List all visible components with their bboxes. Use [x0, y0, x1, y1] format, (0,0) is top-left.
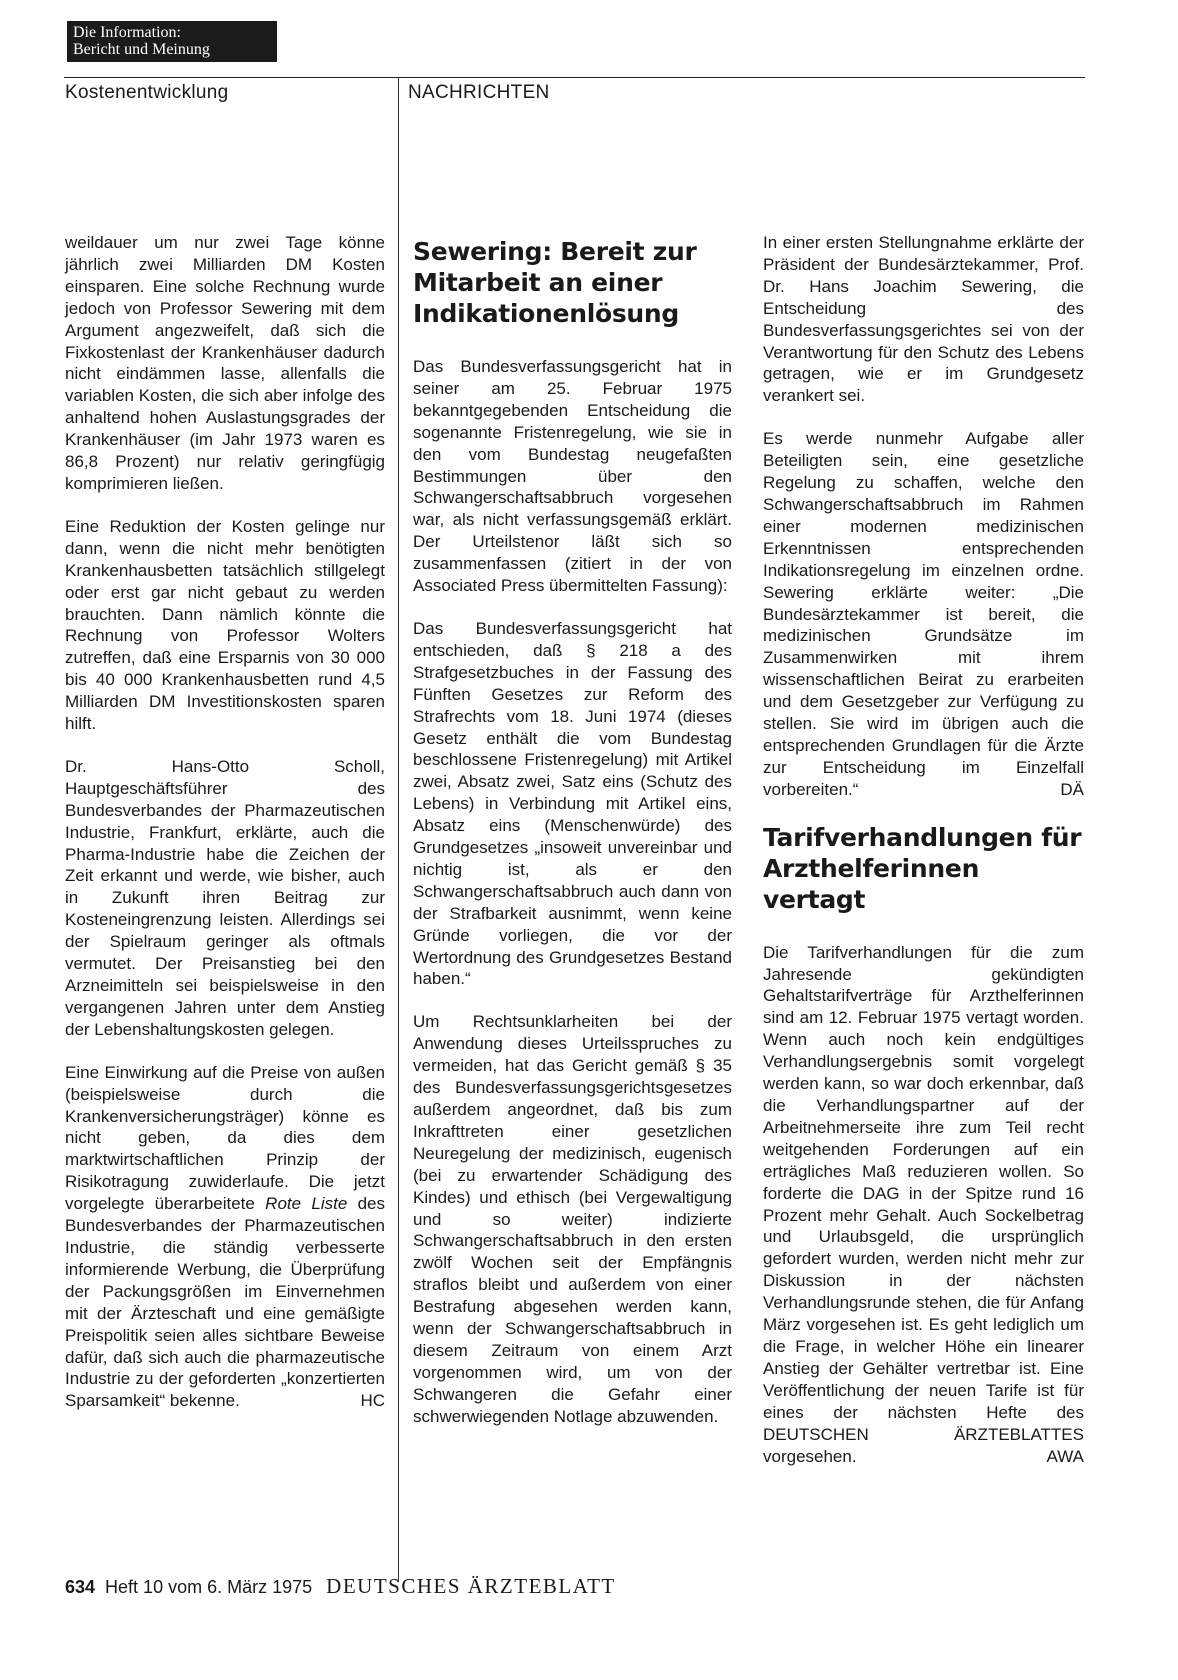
col1-paragraph-1: weildauer um nur zwei Tage könne jährlich zwei Milliarden DM Kosten einsparen. Eine solche Rechnung wurde jedoch von Professor Sewering mit dem Argument angezweifelt, daß sich die Fixkostenlast der Krankenhäuser dadurch nicht eindämmen lasse, allenfalls die variablen Kosten, die sich aber infolge des anhaltend hohen Auslastungsgrades der Krankenhäuser (im Jahr 1973 waren es 86,8 Prozent) nur relativ geringfügig komprimieren ließen.: [65, 233, 385, 493]
section-label-right: NACHRICHTEN: [408, 82, 550, 103]
col3-p2-text: Es werde nunmehr Aufgabe aller Beteiligten sein, eine gesetzliche Regelung zu schaffen, welche den Schwangerschaftsabbruch im Rahmen einer modernen medizinischen Erkenntnissen entsprechenden Indikationsregelung im einzelnen ordne. Sewering erklärte weiter: „Die Bundesärztekammer ist bereit, die medizinischen Grundsätze im Zusammenwirken mit ihrem wissenschaftlichen Beirat zu erarbeiten und dem Gesetzgeber zur Verfügung zu stellen. Sie wird im übrigen auch die entsprechenden Grundlagen für die Ärzte zur Entscheidung im Einzelfall vorbereiten.“: [763, 429, 1084, 799]
col3-paragraph-1: In einer ersten Stellungnahme erklärte der Präsident der Bundesärztekammer, Prof. Dr. Hans Joachim Sewering, die Entscheidung des Bundesverfassungsgerichtes sei von der Verantwortung für den Schutz des Lebens getragen, wie er im Grundgesetz verankert sei.: [763, 233, 1084, 406]
column-1: [65, 232, 385, 1433]
column-2: [413, 236, 732, 1449]
author-signature-awa: AWA: [1046, 1446, 1084, 1466]
headline-sewering: Sewering: Bereit zur Mitarbeit an einer Indikationenlösung: [413, 237, 697, 328]
col2-paragraph-2: Das Bundesverfassungsgericht hat entschieden, daß § 218 a des Strafgesetzbuches in der Fassung des Fünften Gesetzes zur Reform des Strafrechts vom 18. Juni 1974 (dieses Gesetz enthält die vom Bundestag beschlossene Fristenregelung) mit Artikel zwei, Absatz zwei, Satz eins (Schutz des Lebens) in Verbindung mit Artikel eins, Absatz eins (Menschenwürde) des Grundgesetzes „insoweit unvereinbar und nichtig ist, als er den Schwangerschaftsabbruch auch dann von der Strafbarkeit ausnimmt, wenn keine Gründe vorliegen, die vor der Wertordnung des Grundgesetzes Bestand haben.“: [413, 618, 732, 989]
col1-paragraph-2: Eine Reduktion der Kosten gelinge nur dann, wenn die nicht mehr benötigten Krankenhausbetten tatsächlich stillgelegt oder erst gar nicht gebaut zu werden brauchten. Dann nämlich könnte die Rechnung von Professor Wolters zutreffen, daß eine Ersparnis von 30 000 bis 40 000 Krankenhausbetten rund 4,5 Milliarden DM Investitionskosten sparen hilft.: [65, 516, 385, 734]
col3-paragraph-2: [763, 428, 1084, 800]
rubric-line-1: Die Information:: [73, 24, 181, 41]
column-3: [763, 232, 1084, 1488]
rubric-badge: [67, 21, 277, 62]
column-divider: [398, 77, 399, 1582]
col3-p3-text: Die Tarifverhandlungen für die zum Jahresende gekündigten Gehaltstarifverträge für Arzthelferinnen sind am 12. Februar 1975 vertagt worden. Wenn auch noch kein endgültiges Verhandlungsergebnis somit vorgelegt werden kann, so war doch erkennbar, daß die Verhandlungspartner auf der Arbeitnehmerseite ihre zum Teil recht weitgehenden Forderungen auf ein erträgliches Maß reduzieren wollen. So forderte die DAG in der Spitze rund 16 Prozent mehr Gehalt. Auch Sockelbetrag und Urlaubsgeld, die ursprünglich gefordert wurden, werden nicht mehr zur Diskussion in der nächsten Verhandlungsrunde stehen, die für Anfang März vorgesehen ist. Es geht lediglich um die Frage, in welcher Höhe ein linearer Anstieg der Gehälter vertretbar ist. Eine Veröffentlichung der neuen Tarife ist für eines der nächsten Hefte des DEUTSCHEN ÄRZTEBLATTES vorgesehen.: [763, 942, 1084, 1466]
issue-info: Heft 10 vom 6. März 1975: [105, 1577, 313, 1597]
page-number: 634: [65, 1577, 96, 1597]
headline-tarifverhandlungen: Tarifverhandlungen für Arzthelferinnen vertagt: [763, 822, 1082, 914]
journal-masthead: DEUTSCHES ÄRZTEBLATT: [326, 1574, 616, 1598]
col1-p4-text-b: des Bundesverbandes der Pharmazeutischen Industrie, die ständig verbesserte informierende Werbung, die Überprüfung der Packungsgrößen im Einvernehmen mit der Ärzteschaft und eine gemäßigte Preispolitik seien alles sichtbare Beweise dafür, daß sich auch die pharmazeutische Industrie zu der geforderten „konzertierten Sparsamkeit“ bekenne.: [65, 1194, 385, 1411]
author-signature-da: DÄ: [1060, 779, 1084, 799]
col3-paragraph-3: [763, 942, 1084, 1468]
author-signature-hc: HC: [360, 1391, 385, 1411]
rubric-line-2: Bericht und Meinung: [73, 41, 210, 58]
col2-paragraph-1: Das Bundesverfassungsgericht hat in seiner am 25. Februar 1975 bekanntgegebenden Entscheidung die sogenannte Fristenregelung, wie sie in den vom Bundestag neugefaßten Bestimmungen über den Schwangerschaftsabbruch vorgesehen war, als nicht verfassungsgemäß erklärt. Der Urteilstenor läßt sich so zusammenfassen (zitiert in der von Associated Press übermittelten Fassung):: [413, 357, 732, 596]
header-rule: [64, 77, 1085, 78]
rote-liste-italic: Rote Liste: [265, 1194, 348, 1214]
col1-p4-text-a: Eine Einwirkung auf die Preise von außen (beispielsweise durch die Krankenversicherungsträger) könne es nicht geben, da dies dem marktwirtschaftlichen Prinzip der Risikotragung zuwiderlaufe. Die jetzt vorgelegte überarbeitete: [65, 1062, 385, 1214]
col2-paragraph-3: Um Rechtsunklarheiten bei der Anwendung dieses Urteilsspruches zu vermeiden, hat das Gericht gemäß § 35 des Bundesverfassungsgerichtsgesetzes außerdem angeordnet, daß bis zum Inkrafttreten einer gesetzlichen Neuregelung der medizinisch, eugenisch (bei zu erwartender Schädigung des Kindes) und ethisch (bei Vergewaltigung und so weiter) indizierte Schwangerschaftsabbruch in den ersten zwölf Wochen seit der Empfängnis straflos bleibt und außerdem von einer Bestrafung abgesehen werden kann, wenn der Schwangerschaftsabbruch in diesem Zeitraum von einem Arzt vorgenommen wird, um von der Schwangeren die Gefahr einer schwerwiegenden Notlage abzuwenden.: [413, 1012, 732, 1426]
page-footer: [65, 1574, 616, 1599]
col1-paragraph-3: Dr. Hans-Otto Scholl, Hauptgeschäftsführer des Bundesverbandes der Pharmazeutischen Industrie, Frankfurt, erklärte, auch die Pharma-Industrie habe die Zeichen der Zeit erkannt und werde, wie bisher, auch in Zukunft ihren Beitrag zur Kosteneingrenzung leisten. Allerdings sei der Spielraum geringer als oftmals vermutet. Der Preisanstieg bei den Arzneimitteln sei beispielsweise in den vergangenen Jahren unter dem Anstieg der Lebenshaltungskosten gelegen.: [65, 756, 385, 1039]
col1-paragraph-4: [65, 1062, 385, 1413]
section-label-left: Kostenentwicklung: [65, 82, 229, 103]
